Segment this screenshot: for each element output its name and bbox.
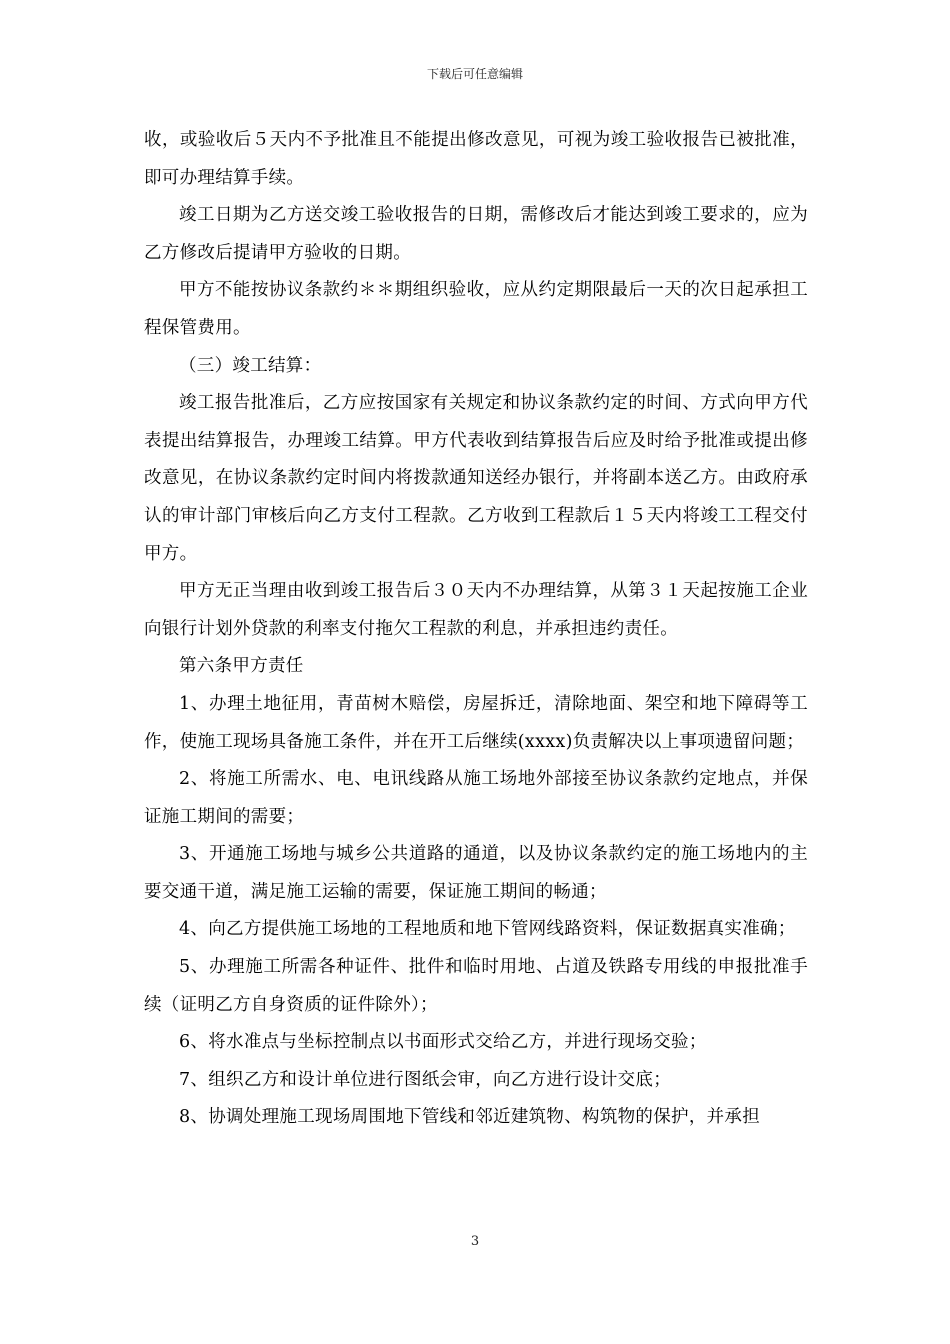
document-body (144, 122, 808, 1137)
article-heading-party-a-responsibility: 第六条甲方责任 (179, 656, 304, 677)
paragraph-5: 竣工报告批准后，乙方应按国家有关规定和协议条款约定的时间、方式向甲方代表提出结算报告，办理竣工结算。甲方代表收到结算报告后应及时给予批准或提出修改意见，在协议条款约定时间内将拨款通知送经办银行，并将副本送乙方。由政府承认的审计部门审核后向乙方支付工程款。乙方收到工程款后１５天内将竣工工程交付甲方。 (144, 393, 808, 564)
list-item-3: 3、开通施工场地与城乡公共道路的通道，以及协议条款约定的施工场地内的主要交通干道，满足施工运输的需要，保证施工期间的畅通； (144, 844, 808, 902)
list-item-2: 2、将施工所需水、电、电讯线路从施工场地外部接至协议条款约定地点，并保证施工期间的需要； (144, 769, 808, 827)
paragraph-1: 收，或验收后５天内不予批准且不能提出修改意见，可视为竣工验收报告已被批准，即可办理结算手续。 (144, 130, 808, 188)
paragraph-2: 竣工日期为乙方送交竣工验收报告的日期，需修改后才能达到竣工要求的，应为乙方修改后提请甲方验收的日期。 (144, 205, 808, 263)
list-item-6: 6、将水准点与坐标控制点以书面形式交给乙方，并进行现场交验； (179, 1032, 707, 1053)
paragraph-3: 甲方不能按协议条款约＊＊期组织验收，应从约定期限最后一天的次日起承担工程保管费用。 (144, 280, 808, 338)
list-item-7: 7、组织乙方和设计单位进行图纸会审，向乙方进行设计交底； (179, 1069, 672, 1090)
list-item-1: 1、办理土地征用，青苗树木赔偿，房屋拆迁，清除地面、架空和地下障碍等工作，使施工现场具备施工条件，并在开工后继续(xxxx)负责解决以上事项遗留问题； (144, 693, 808, 752)
list-item-8: 8、协调处理施工现场周围地下管线和邻近建筑物、构筑物的保护，并承担 (179, 1107, 761, 1128)
paragraph-6: 甲方无正当理由收到竣工报告后３０天内不办理结算，从第３１天起按施工企业向银行计划外贷款的利率支付拖欠工程款的利息，并承担违约责任。 (144, 581, 808, 639)
page-number: 3 (470, 1234, 480, 1249)
page-header: 下载后可任意编辑 (426, 67, 523, 81)
list-item-4: 4、向乙方提供施工场地的工程地质和地下管网线路资料，保证数据真实准确； (179, 919, 796, 940)
list-item-5: 5、办理施工所需各种证件、批件和临时用地、占道及铁路专用线的申报批准手续（证明乙方自身资质的证件除外）； (144, 957, 808, 1015)
section-heading-completion-settlement: （三）竣工结算： (179, 355, 322, 376)
